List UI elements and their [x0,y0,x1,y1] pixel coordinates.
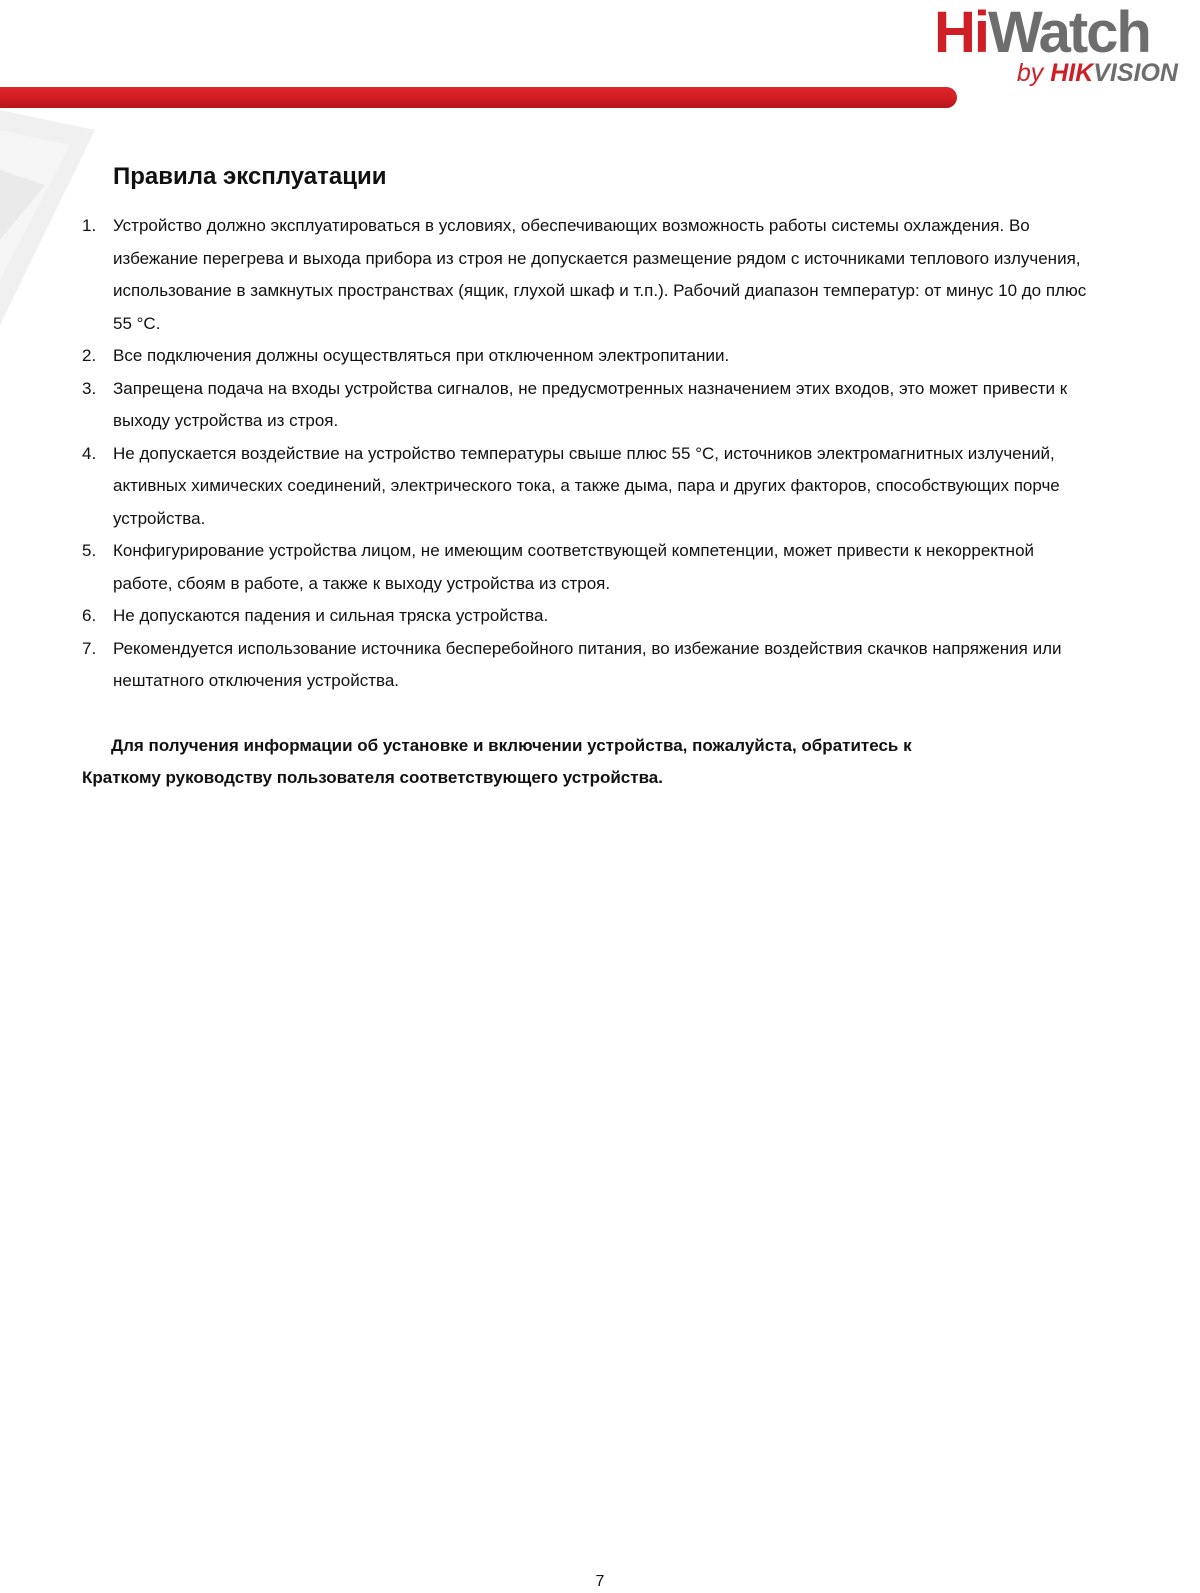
list-item [82,633,1092,698]
list-item-text: Конфигурирование устройства лицом, не имеющим соответствующей компетенции, может привести к некорректной работе, сбоям в работе, а также к выходу устройства из строя. [113,541,1035,593]
logo-hi-text: Hi [934,0,988,65]
list-item-text: Все подключения должны осуществляться при отключенном электропитании. [113,346,730,365]
list-item [82,600,1092,633]
list-item-number: 1. [82,216,97,235]
header-red-bar [0,87,957,108]
logo-vision-text: VISION [1093,59,1178,87]
list-item [82,210,1092,340]
logo-by-text: by [1016,59,1044,87]
list-item-text: Запрещена подача на входы устройства сигналов, не предусмотренных назначением этих входов, это может привести к выходу устройства из строя. [113,378,1068,430]
logo-hik-text: HIK [1050,59,1094,87]
list-item-text: Не допускается воздействие на устройство температуры свыше плюс 55 °С, источников электромагнитных излучений, активных химических соединений, электрического тока, а также дыма, пара и других факторов, способствующих порче устройства. [113,443,1060,528]
list-item-text: Устройство должно эксплуатироваться в условиях, обеспечивающих возможность работы системы охлаждения. Во избежание перегрева и выхода прибора из строя не допускается размещение рядом с источниками теплового излучения, использование в замкнутых пространствах (ящик, глухой шкаф и т.п.). Рабочий диапазон температур: от минус 10 до плюс 55 °С. [113,216,1087,333]
logo-watch-text: Watch [988,0,1150,65]
list-item [82,535,1092,600]
list-item [82,340,1092,373]
logo-wordmark [934,2,1150,64]
list-item-text: Рекомендуется использование источника бесперебойного питания, во избежание воздействия скачков напряжения или нештатного отключения устройства. [113,638,1062,690]
list-item [82,438,1092,536]
rules-list [82,210,1092,698]
list-item-number: 3. [82,378,97,398]
document-body [82,160,1092,812]
page-title: Правила эксплуатации [113,163,387,190]
hiwatch-logo [928,2,1178,92]
page-number: 7 [595,1573,605,1590]
installation-note: Для получения информации об установке и включении устройства, пожалуйста, обратитесь к Краткому руководству пользователя соответствующего устройства. [82,735,912,787]
list-item-number: 7. [82,638,97,658]
logo-subline [1017,58,1178,88]
list-item-number: 5. [82,541,97,560]
list-item-number: 2. [82,346,97,365]
list-item-text: Не допускаются падения и сильная тряска устройства. [113,606,549,625]
list-item-number: 6. [82,606,97,625]
list-item [82,373,1092,438]
list-item-number: 4. [82,443,97,463]
